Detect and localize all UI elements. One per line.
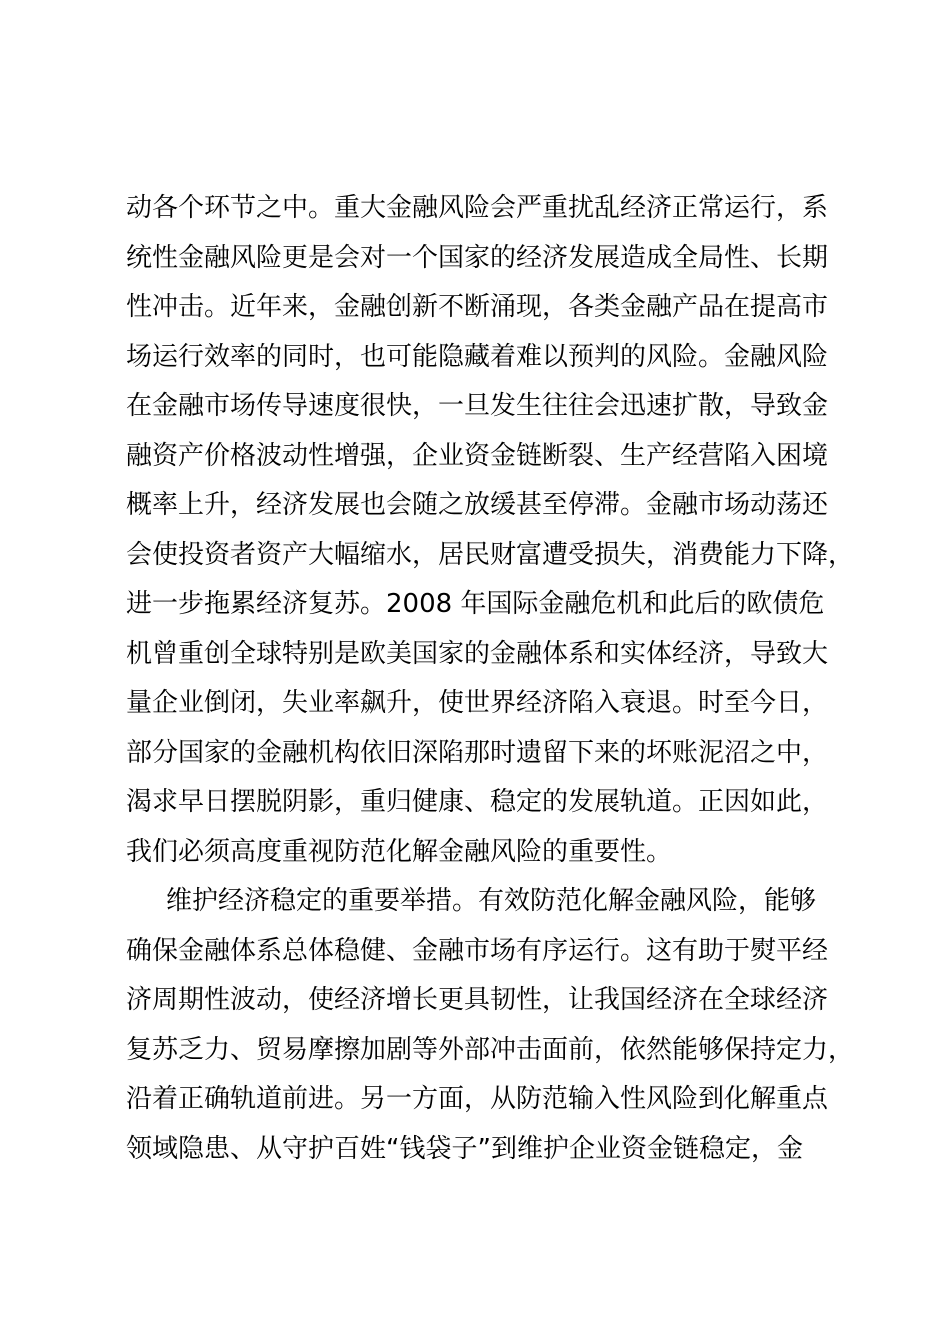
text-line: 复苏乏力、贸易摩擦加剧等外部冲击面前，依然能够保持定力， <box>126 1034 855 1065</box>
text-line: 济周期性波动，使经济增长更具韧性，让我国经济在全球经济 <box>126 985 829 1015</box>
text-line: 融资产价格波动性增强，企业资金链断裂、生产经营陷入困境 <box>126 440 829 471</box>
text-line: 进一步拖累经济复苏。2008 年国际金融危机和此后的欧债危 <box>126 589 825 619</box>
text-line: 确保金融体系总体稳健、金融市场有序运行。这有助于熨平经 <box>126 935 829 966</box>
text-line: 我们必须高度重视防范化解金融风险的重要性。 <box>126 836 673 867</box>
text-line: 沿着正确轨道前进。另一方面，从防范输入性风险到化解重点 <box>126 1084 829 1114</box>
text-line: 机曾重创全球特别是欧美国家的金融体系和实体经济，导致大 <box>126 638 829 669</box>
body-text <box>126 184 855 1174</box>
text-line: 领域隐患、从守护百姓“钱袋子”到维护企业资金链稳定，金 <box>126 1133 803 1164</box>
text-line: 动各个环节之中。重大金融风险会严重扰乱经济正常运行，系 <box>126 193 829 223</box>
text-line: 会使投资者资产大幅缩水，居民财富遭受损失，消费能力下降， <box>126 539 855 570</box>
text-line: 概率上升，经济发展也会随之放缓甚至停滞。金融市场动荡还 <box>126 490 829 520</box>
text-line: 场运行效率的同时，也可能隐藏着难以预判的风险。金融风险 <box>126 341 829 372</box>
text-line: 性冲击。近年来，金融创新不断涌现，各类金融产品在提高市 <box>126 292 829 322</box>
text-line: 量企业倒闭，失业率飙升，使世界经济陷入衰退。时至今日， <box>126 688 829 718</box>
text-line: 渴求早日摆脱阴影，重归健康、稳定的发展轨道。正因如此， <box>126 787 829 817</box>
text-line: 统性金融风险更是会对一个国家的经济发展造成全局性、长期 <box>126 242 829 273</box>
text-line: 在金融市场传导速度很快，一旦发生往往会迅速扩散，导致金 <box>126 391 829 421</box>
paragraph-first-line: 维护经济稳定的重要举措。有效防范化解金融风险，能够 <box>166 886 817 916</box>
text-line: 部分国家的金融机构依旧深陷那时遗留下来的坏账泥沼之中， <box>126 737 829 768</box>
